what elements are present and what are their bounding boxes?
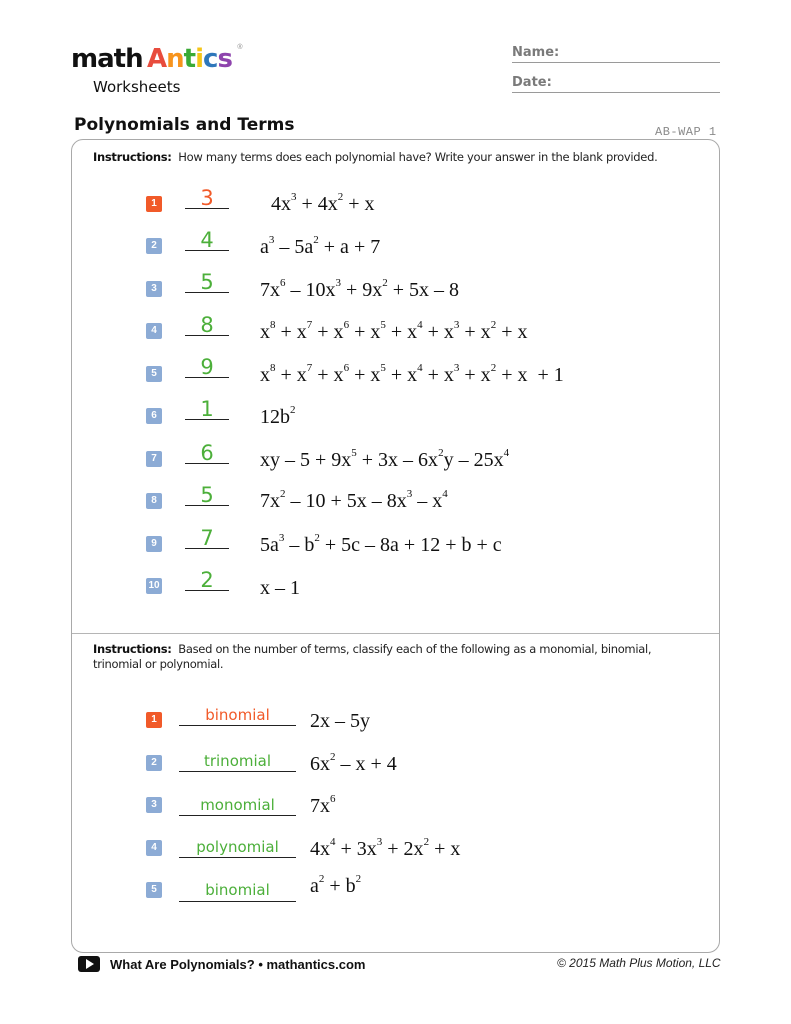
answer-blank[interactable]: polynomial [179, 837, 296, 858]
question-badge: 3 [146, 797, 162, 813]
math-antics-logo [71, 44, 243, 74]
polynomial-expression: $7x^2 - 10 + 5x - 8x^3 - x^4$ [260, 488, 448, 512]
date-field[interactable] [512, 92, 720, 93]
logo-letter: c [203, 44, 218, 74]
polynomial-expression: $5a^3 - b^2 + 5c - 8a + 12 + b + c$ [260, 532, 502, 556]
answer-blank[interactable]: monomial [179, 795, 296, 816]
name-label: Name: [512, 45, 560, 60]
answer-blank[interactable]: 5 [185, 485, 229, 506]
section1-instructions [93, 150, 657, 165]
logo-subtitle: Worksheets [93, 78, 181, 96]
question-badge: 4 [146, 840, 162, 856]
question-badge: 2 [146, 755, 162, 771]
polynomial-expression: $4x^3 + 4x^2 + x$ [271, 191, 375, 215]
logo-antics-text [147, 44, 236, 74]
answer-blank[interactable]: 8 [185, 315, 229, 336]
answer-blank[interactable]: binomial [179, 705, 296, 726]
instructions-label: Instructions: [93, 150, 172, 164]
instructions-label: Instructions: [93, 642, 172, 656]
polynomial-expression: xy – $5 + 9x^5 + 3x - 6x^2y - 25x^4$ [260, 447, 510, 471]
question-badge: 10 [146, 578, 162, 594]
polynomial-expression: $7x^6$ [310, 793, 336, 817]
instructions-text: How many terms does each polynomial have? Write your answer in the blank provided. [178, 150, 658, 164]
answer-blank[interactable]: 7 [185, 528, 229, 549]
logo-math-text: math [71, 44, 143, 74]
answer-blank[interactable]: 5 [185, 272, 229, 293]
polynomial-expression: $6x^2 - x + 4$ [310, 751, 397, 775]
answer-blank[interactable]: 9 [185, 357, 229, 378]
question-badge: 5 [146, 366, 162, 382]
answer-blank[interactable]: 3 [185, 188, 229, 209]
polynomial-expression: $7x^6 - 10x^3 + 9x^2 + 5x - 8$ [260, 277, 460, 301]
copyright: © 2015 Math Plus Motion, LLC [557, 956, 721, 970]
answer-blank[interactable]: 4 [185, 230, 229, 251]
question-badge: 8 [146, 493, 162, 509]
question-badge: 5 [146, 882, 162, 898]
question-badge: 3 [146, 281, 162, 297]
logo-letter: A [147, 44, 167, 74]
logo-letter: s [217, 44, 232, 74]
polynomial-expression: 2x – 5y [310, 710, 370, 732]
polynomial-expression: $x^8 + x^7 + x^6 + x^5 + x^4 + x^3 + x^2 + x + 1$ [260, 362, 564, 386]
question-badge: 4 [146, 323, 162, 339]
section-divider [72, 633, 719, 634]
instructions-text: Based on the number of terms, classify each of the following as a monomial, binomial, [178, 642, 652, 656]
logo-letter: i [195, 44, 204, 74]
answer-blank[interactable]: binomial [179, 879, 296, 902]
question-badge: 7 [146, 451, 162, 467]
page-title: Polynomials and Terms [74, 115, 295, 135]
play-icon[interactable] [78, 956, 100, 972]
question-badge: 1 [146, 712, 162, 728]
polynomial-expression: $a^2 + b^2$ [310, 873, 362, 897]
name-field[interactable] [512, 62, 720, 63]
date-label: Date: [512, 75, 552, 90]
polynomial-expression: $4x^4 + 3x^3 + 2x^2 + x$ [310, 836, 461, 860]
answer-blank[interactable]: 6 [185, 443, 229, 464]
question-badge: 9 [146, 536, 162, 552]
answer-blank[interactable]: trinomial [179, 751, 296, 772]
answer-blank[interactable]: 2 [185, 570, 229, 591]
polynomial-expression: $12b^2$ [260, 404, 296, 428]
registered-mark: ® [237, 44, 243, 51]
polynomial-expression: $a^3 - 5a^2 + a + 7$ [260, 234, 381, 258]
answer-blank[interactable]: 1 [185, 399, 229, 420]
worksheet-code: AB-WAP 1 [655, 125, 717, 139]
polynomial-expression: x – 1 [260, 577, 300, 599]
instructions-text: trinomial or polynomial. [93, 657, 224, 671]
question-badge: 1 [146, 196, 162, 212]
logo-letter: t [183, 44, 196, 74]
video-link[interactable]: What Are Polynomials? • mathantics.com [110, 957, 366, 972]
polynomial-expression: $x^8 + x^7 + x^6 + x^5 + x^4 + x^3 + x^2 + x$ [260, 319, 528, 343]
section2-instructions [93, 642, 703, 672]
question-badge: 2 [146, 238, 162, 254]
logo-letter: n [166, 44, 184, 74]
question-badge: 6 [146, 408, 162, 424]
